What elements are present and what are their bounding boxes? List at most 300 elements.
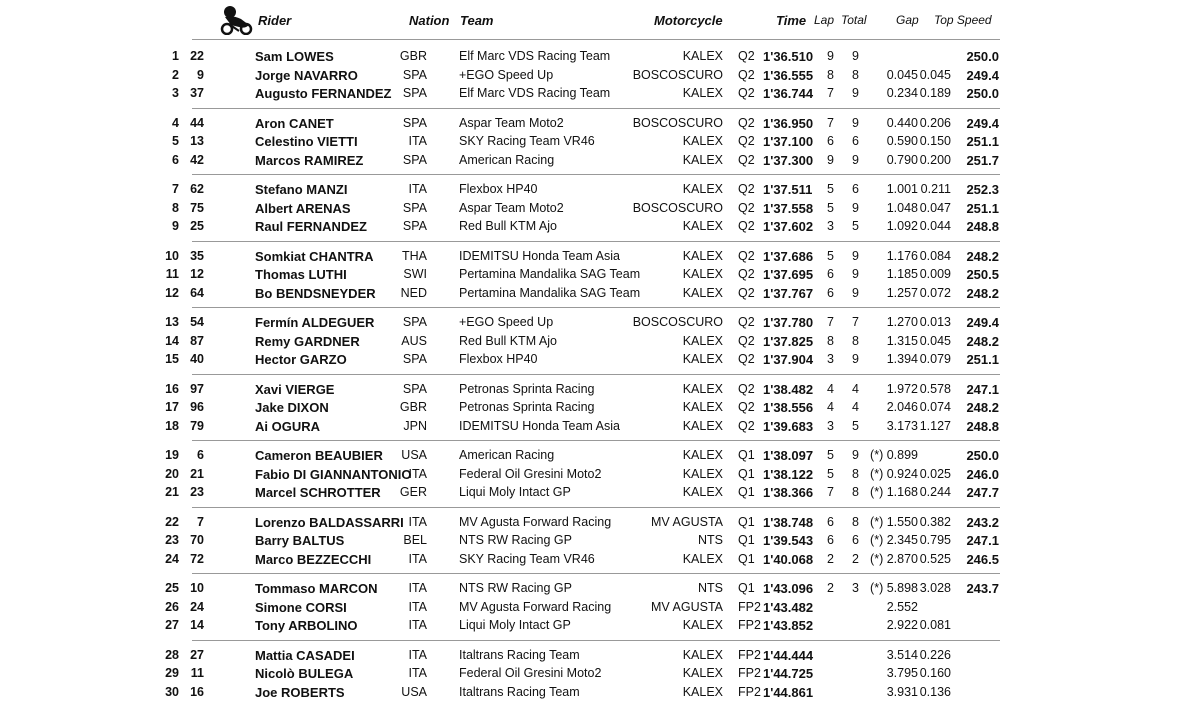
lap: 4: [827, 400, 834, 415]
table-row: [0, 151, 1200, 170]
total-laps: 9: [852, 267, 859, 282]
lap-time: 1'37.686: [763, 248, 814, 264]
session: Q2: [738, 315, 755, 329]
total-laps: 8: [852, 514, 859, 529]
gap-to-first: 1.315: [886, 333, 918, 348]
rider-name: Albert ARENAS: [255, 200, 351, 216]
lap-time: 1'37.300: [763, 152, 814, 168]
gap-to-previous: 0.044: [919, 219, 951, 234]
gap-to-previous: 0.189: [919, 86, 951, 101]
rider-number: 6: [197, 448, 204, 462]
motorcycle: NTS: [698, 533, 723, 548]
gap-to-first: 2.922: [886, 618, 918, 633]
rider-number: 7: [197, 514, 204, 529]
group-divider: [192, 640, 1000, 641]
table-row: [0, 550, 1200, 569]
rider-number: 97: [190, 381, 204, 396]
position: 8: [172, 200, 179, 215]
table-row: [0, 664, 1200, 683]
group-divider: [192, 174, 1000, 175]
lap: 9: [827, 152, 834, 167]
rider-name: Marcos RAMIREZ: [255, 152, 364, 168]
total-laps: 9: [852, 86, 859, 101]
lap-time: 1'37.767: [763, 285, 814, 301]
team: Italtrans Racing Team: [459, 647, 580, 662]
lap-time: 1'36.555: [763, 67, 814, 83]
nation: ITA: [408, 618, 427, 633]
session: FP2: [738, 684, 761, 699]
rider-name: Aron CANET: [255, 115, 334, 131]
top-speed: 246.0: [966, 466, 999, 482]
team: Petronas Sprinta Racing: [459, 381, 595, 396]
top-speed: 246.5: [966, 551, 999, 567]
top-speed: 251.7: [966, 152, 999, 168]
gap-to-previous: 0.009: [919, 267, 951, 282]
rider-number: 40: [190, 352, 204, 367]
team: SKY Racing Team VR46: [459, 134, 595, 149]
gap-to-first: 1.048: [886, 200, 918, 215]
table-row: [0, 132, 1200, 151]
team: Pertamina Mandalika SAG Team: [459, 285, 641, 300]
session: Q2: [738, 134, 755, 149]
position: 1: [172, 49, 179, 63]
session: Q2: [738, 333, 755, 348]
gap-to-first: 1.394: [886, 352, 918, 367]
gap-to-previous: 0.045: [919, 333, 951, 348]
rider-name: Bo BENDSNEYDER: [255, 285, 376, 301]
top-speed: 250.0: [966, 86, 999, 102]
position: 13: [165, 315, 179, 329]
motorcycle: KALEX: [682, 666, 723, 681]
team: Federal Oil Gresini Moto2: [459, 466, 602, 481]
team: IDEMITSU Honda Team Asia: [459, 248, 620, 263]
lap: 5: [827, 248, 834, 263]
gap-to-first: 1.185: [886, 267, 918, 282]
team: Federal Oil Gresini Moto2: [459, 666, 602, 681]
top-speed: 249.4: [966, 115, 999, 131]
gap-to-first: 1.001: [886, 182, 918, 196]
team: IDEMITSU Honda Team Asia: [459, 418, 620, 433]
session: Q1: [738, 581, 755, 595]
top-speed: 251.1: [966, 200, 999, 216]
position: 6: [172, 152, 179, 167]
nation: SPA: [402, 219, 427, 234]
motorcycle: KALEX: [682, 267, 723, 282]
session: Q2: [738, 115, 755, 130]
nation: ITA: [408, 647, 427, 662]
position: 27: [165, 618, 179, 633]
nation: SPA: [402, 152, 427, 167]
motorcycle: MV AGUSTA: [650, 599, 723, 614]
gap-to-previous: 0.136: [919, 684, 951, 699]
position: 18: [165, 418, 179, 433]
lap-time: 1'43.482: [763, 599, 814, 615]
gap-to-first: 3.173: [886, 418, 918, 433]
motorcycle: BOSCOSCURO: [632, 315, 723, 329]
rider-number: 96: [190, 400, 204, 415]
top-speed: 248.2: [966, 285, 999, 301]
team: Liqui Moly Intact GP: [459, 485, 571, 500]
motorcycle: BOSCOSCURO: [632, 115, 723, 130]
lap: 8: [827, 333, 834, 348]
lap: 5: [827, 182, 834, 196]
group-divider: [192, 573, 1000, 574]
position: 4: [172, 115, 179, 130]
total-laps: 8: [852, 466, 859, 481]
table-row: [0, 47, 1200, 66]
lap: 7: [827, 86, 834, 101]
top-speed: 249.4: [966, 315, 999, 330]
position: 30: [165, 684, 179, 699]
motorcycle: KALEX: [682, 618, 723, 633]
header-team: Team: [460, 13, 494, 28]
gap-to-first: 0.045: [886, 67, 918, 82]
lap-time: 1'36.744: [763, 86, 814, 102]
nation: ITA: [408, 514, 427, 529]
lap-time: 1'37.602: [763, 219, 814, 235]
nation: GBR: [399, 49, 427, 63]
rider-name: Tommaso MARCON: [255, 581, 378, 596]
session: Q2: [738, 86, 755, 101]
gap-to-previous: 0.226: [919, 647, 951, 662]
session: Q1: [738, 448, 755, 462]
rider-number: 87: [190, 333, 204, 348]
motorcycle: KALEX: [682, 248, 723, 263]
table-row: [0, 217, 1200, 236]
session: Q2: [738, 182, 755, 196]
nation: JPN: [403, 418, 427, 433]
lap-time: 1'36.510: [763, 49, 814, 64]
table-row: [0, 265, 1200, 284]
lap: 6: [827, 533, 834, 548]
top-speed: 243.2: [966, 514, 999, 530]
total-laps: 8: [852, 333, 859, 348]
rider-name: Xavi VIERGE: [255, 381, 335, 397]
motorcycle: KALEX: [682, 551, 723, 566]
lap: 6: [827, 134, 834, 149]
gap-to-previous: 0.525: [919, 551, 951, 566]
motorcycle: KALEX: [682, 684, 723, 699]
position: 23: [165, 533, 179, 548]
team: SKY Racing Team VR46: [459, 551, 595, 566]
nation: SPA: [402, 352, 427, 367]
team: American Racing: [459, 448, 555, 462]
gap-to-previous: 0.160: [919, 666, 951, 681]
rider-number: 14: [190, 618, 204, 633]
position: 10: [165, 248, 179, 263]
team: Red Bull KTM Ajo: [459, 333, 557, 348]
lap-time: 1'40.068: [763, 551, 814, 567]
rider-number: 13: [190, 134, 204, 149]
gap-to-first: (*) 1.168: [870, 485, 918, 500]
lap: 4: [827, 381, 834, 396]
rider-name: Somkiat CHANTRA: [255, 248, 374, 264]
lap: 9: [827, 49, 834, 63]
gap-to-previous: 0.795: [919, 533, 951, 548]
lap: 6: [827, 267, 834, 282]
gap-to-first: (*) 2.870: [870, 551, 918, 566]
rider-name: Raul FERNANDEZ: [255, 219, 367, 235]
gap-to-first: 0.234: [886, 86, 918, 101]
session: Q1: [738, 551, 755, 566]
motorcycle: KALEX: [682, 647, 723, 662]
team: Flexbox HP40: [459, 182, 538, 196]
lap-time: 1'38.122: [763, 466, 814, 482]
session: Q1: [738, 485, 755, 500]
lap-time: 1'38.556: [763, 400, 814, 416]
rider-name: Nicolò BULEGA: [255, 666, 354, 682]
team: Aspar Team Moto2: [459, 200, 564, 215]
team: Elf Marc VDS Racing Team: [459, 86, 611, 101]
motorcycle: KALEX: [682, 333, 723, 348]
rider-name: Marco BEZZECCHI: [255, 551, 372, 567]
table-row: [0, 332, 1200, 351]
nation: ITA: [408, 581, 427, 595]
table-row: [0, 579, 1200, 598]
total-laps: 8: [852, 485, 859, 500]
position: 28: [165, 647, 179, 662]
rider-number: 35: [190, 248, 204, 263]
position: 17: [165, 400, 179, 415]
team: NTS RW Racing GP: [459, 581, 572, 595]
session: Q2: [738, 200, 755, 215]
table-row: [0, 199, 1200, 218]
rider-name: Simone CORSI: [255, 599, 347, 615]
rider-number: 21: [190, 466, 204, 481]
table-row: [0, 247, 1200, 266]
table-header: [0, 0, 1200, 36]
session: Q1: [738, 514, 755, 529]
motorcycle: BOSCOSCURO: [632, 67, 723, 82]
position: 25: [165, 581, 179, 595]
top-speed: 248.2: [966, 248, 999, 264]
table-row: [0, 446, 1200, 465]
top-speed: 248.8: [966, 219, 999, 235]
group-divider: [192, 507, 1000, 508]
motorcycle: KALEX: [682, 485, 723, 500]
gap-to-previous: 3.028: [919, 581, 951, 595]
gap-to-previous: 0.047: [919, 200, 951, 215]
total-laps: 6: [852, 182, 859, 196]
gap-to-previous: 0.025: [919, 466, 951, 481]
rider-name: Joe ROBERTS: [255, 684, 345, 700]
rider-number: 24: [190, 599, 204, 614]
nation: NED: [400, 285, 427, 300]
table-row: [0, 284, 1200, 303]
rider-number: 75: [190, 200, 204, 215]
gap-to-first: 3.795: [886, 666, 918, 681]
motorcycle: KALEX: [682, 448, 723, 462]
rider-name: Jake DIXON: [255, 400, 329, 416]
motorcycle: KALEX: [682, 400, 723, 415]
position: 22: [165, 514, 179, 529]
nation: AUS: [401, 333, 427, 348]
team: Petronas Sprinta Racing: [459, 400, 595, 415]
lap: 3: [827, 219, 834, 234]
motorcycle: KALEX: [682, 352, 723, 367]
gap-to-previous: 0.382: [919, 514, 951, 529]
rider-number: 22: [190, 49, 204, 63]
top-speed: 250.0: [966, 49, 999, 64]
rider-name: Fabio DI GIANNANTONIO: [255, 466, 412, 482]
rider-number: 9: [197, 67, 204, 82]
rider-number: 62: [190, 182, 204, 196]
rider-name: Celestino VIETTI: [255, 134, 358, 150]
total-laps: 9: [852, 248, 859, 263]
group-divider: [192, 241, 1000, 242]
position: 5: [172, 134, 179, 149]
position: 15: [165, 352, 179, 367]
total-laps: 8: [852, 67, 859, 82]
lap: 7: [827, 485, 834, 500]
lap-time: 1'38.366: [763, 485, 814, 501]
team: Liqui Moly Intact GP: [459, 618, 571, 633]
position: 29: [165, 666, 179, 681]
rider-number: 64: [190, 285, 204, 300]
header-motorcycle: Motorcycle: [654, 13, 723, 28]
lap: 3: [827, 352, 834, 367]
lap-time: 1'37.780: [763, 315, 814, 330]
total-laps: 5: [852, 219, 859, 234]
lap-time: 1'37.558: [763, 200, 814, 216]
group-divider: [192, 440, 1000, 441]
group-divider: [192, 307, 1000, 308]
gap-to-first: 0.790: [886, 152, 918, 167]
gap-to-first: (*) 5.898: [870, 581, 918, 595]
session: FP2: [738, 599, 761, 614]
motorcycle: KALEX: [682, 285, 723, 300]
top-speed: 243.7: [966, 581, 999, 596]
header-rider: Rider: [258, 13, 292, 28]
gap-to-previous: 0.074: [919, 400, 951, 415]
total-laps: 9: [852, 285, 859, 300]
gap-to-previous: 0.081: [919, 618, 951, 633]
team: Italtrans Racing Team: [459, 684, 580, 699]
lap: 2: [827, 551, 834, 566]
rider-number: 42: [190, 152, 204, 167]
top-speed: 248.2: [966, 333, 999, 349]
rider-name: Sam LOWES: [255, 49, 334, 64]
top-speed: 247.1: [966, 381, 999, 397]
position: 9: [172, 219, 179, 234]
nation: ITA: [408, 666, 427, 681]
team: Red Bull KTM Ajo: [459, 219, 557, 234]
lap-time: 1'38.482: [763, 381, 814, 397]
session: FP2: [738, 666, 761, 681]
group-divider: [192, 374, 1000, 375]
lap: 3: [827, 418, 834, 433]
total-laps: 9: [852, 352, 859, 367]
total-laps: 9: [852, 49, 859, 63]
group-divider: [192, 39, 1000, 40]
lap-time: 1'37.904: [763, 352, 814, 368]
rider-number: 44: [190, 115, 204, 130]
lap-time: 1'44.725: [763, 666, 814, 682]
table-row: [0, 646, 1200, 665]
gap-to-previous: 0.244: [919, 485, 951, 500]
rider-number: 27: [190, 647, 204, 662]
nation: SPA: [402, 115, 427, 130]
gap-to-first: 1.972: [886, 381, 918, 396]
motorcycle: KALEX: [682, 418, 723, 433]
nation: ITA: [408, 551, 427, 566]
rider-number: 54: [190, 315, 204, 329]
table-row: [0, 683, 1200, 702]
rider-name: Ai OGURA: [255, 418, 320, 434]
lap-time: 1'43.852: [763, 618, 814, 634]
gap-to-first: 3.514: [886, 647, 918, 662]
rider-number: 11: [190, 666, 204, 681]
nation: SWI: [403, 267, 427, 282]
session: FP2: [738, 647, 761, 662]
position: 7: [172, 182, 179, 196]
lap-time: 1'44.861: [763, 684, 814, 700]
total-laps: 9: [852, 200, 859, 215]
gap-to-previous: 0.045: [919, 67, 951, 82]
gap-to-previous: 0.578: [919, 381, 951, 396]
lap-time: 1'39.543: [763, 533, 814, 549]
nation: SPA: [402, 381, 427, 396]
motorcycle: KALEX: [682, 381, 723, 396]
top-speed: 247.7: [966, 485, 999, 501]
top-speed: 251.1: [966, 352, 999, 368]
gap-to-first: (*) 0.924: [870, 466, 918, 481]
team: +EGO Speed Up: [459, 315, 554, 329]
rider-number: 12: [190, 267, 204, 282]
motorcycle: KALEX: [682, 182, 723, 196]
nation: SPA: [402, 315, 427, 329]
gap-to-previous: 0.150: [919, 134, 951, 149]
rider-number: 23: [190, 485, 204, 500]
header-gap: Gap: [896, 13, 919, 27]
lap: 5: [827, 200, 834, 215]
gap-to-first: 3.931: [886, 684, 918, 699]
top-speed: 251.1: [966, 134, 999, 150]
position: 24: [165, 551, 179, 566]
lap: 7: [827, 115, 834, 130]
gap-to-first: (*) 1.550: [870, 514, 918, 529]
nation: THA: [402, 248, 427, 263]
rider-name: Remy GARDNER: [255, 333, 360, 349]
top-speed: 249.4: [966, 67, 999, 83]
table-row: [0, 483, 1200, 502]
table-row: [0, 398, 1200, 417]
lap-time: 1'38.097: [763, 448, 814, 463]
top-speed: 248.8: [966, 418, 999, 434]
table-row: [0, 380, 1200, 399]
nation: BEL: [403, 533, 427, 548]
lap-time: 1'38.748: [763, 514, 814, 530]
nation: ITA: [408, 599, 427, 614]
total-laps: 4: [852, 400, 859, 415]
position: 19: [165, 448, 179, 462]
lap: 5: [827, 466, 834, 481]
top-speed: 250.0: [966, 448, 999, 463]
motorcycle: KALEX: [682, 49, 723, 63]
motorcycle-rider-icon: [219, 5, 253, 35]
session: Q2: [738, 285, 755, 300]
rider-name: Lorenzo BALDASSARRI: [255, 514, 404, 530]
motorcycle: KALEX: [682, 219, 723, 234]
session: Q2: [738, 381, 755, 396]
session: Q2: [738, 152, 755, 167]
session: Q2: [738, 267, 755, 282]
header-top-speed: Top Speed: [934, 13, 992, 27]
position: 3: [172, 86, 179, 101]
rider-name: Thomas LUTHI: [255, 267, 347, 283]
rider-number: 72: [190, 551, 204, 566]
nation: SPA: [402, 86, 427, 101]
